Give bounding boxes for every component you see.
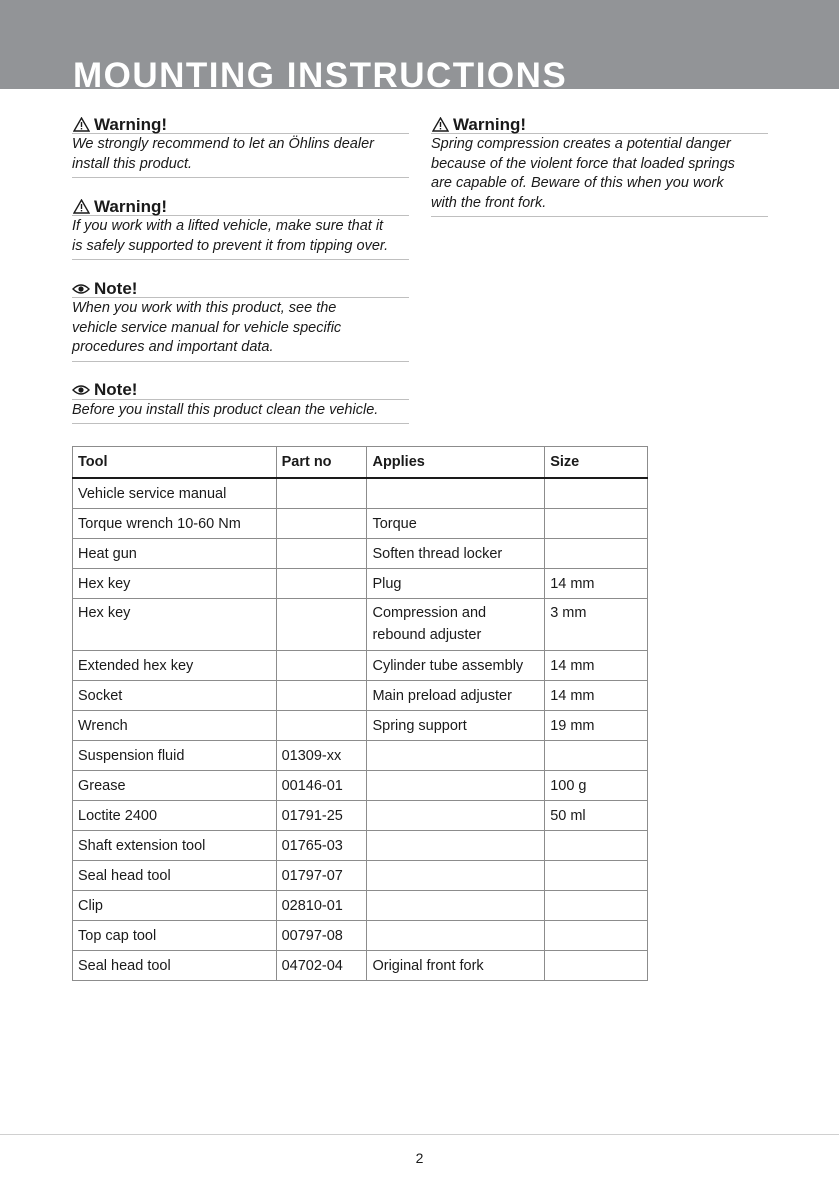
column-header-size: Size xyxy=(545,447,648,479)
cell-applies xyxy=(367,891,545,921)
cell-applies: Cylinder tube assembly xyxy=(367,651,545,681)
cell-part-no xyxy=(276,509,367,539)
cell-tool: Loctite 2400 xyxy=(73,801,277,831)
cell-tool: Hex key xyxy=(73,599,277,651)
eye-icon xyxy=(72,382,90,398)
cell-size xyxy=(545,539,648,569)
table-row xyxy=(73,891,648,921)
cell-size: 3 mm xyxy=(545,599,648,651)
cell-applies: Main preload adjuster xyxy=(367,681,545,711)
column-header-part-no: Part no xyxy=(276,447,367,479)
footer-divider xyxy=(0,1134,839,1135)
table-row xyxy=(73,771,648,801)
table-row xyxy=(73,801,648,831)
cell-part-no: 01791-25 xyxy=(276,801,367,831)
notice-text: When you work with this product, see the vehicle service manual for vehicle specific procedures and important data. xyxy=(72,298,409,362)
notice-note-manual xyxy=(72,280,409,362)
table-row xyxy=(73,569,648,599)
cell-tool: Suspension fluid xyxy=(73,741,277,771)
notice-warning-lifted xyxy=(72,198,409,260)
cell-applies xyxy=(367,921,545,951)
cell-size xyxy=(545,478,648,509)
cell-tool: Top cap tool xyxy=(73,921,277,951)
cell-size: 50 ml xyxy=(545,801,648,831)
cell-applies: Compression and rebound adjuster xyxy=(367,599,545,651)
warning-icon xyxy=(72,199,90,215)
notice-heading: Warning! xyxy=(453,114,527,134)
cell-part-no: 00146-01 xyxy=(276,771,367,801)
table-row xyxy=(73,741,648,771)
column-header-tool: Tool xyxy=(73,447,277,479)
warning-icon xyxy=(72,117,90,133)
cell-size: 19 mm xyxy=(545,711,648,741)
cell-applies: Torque xyxy=(367,509,545,539)
cell-part-no xyxy=(276,539,367,569)
table-row xyxy=(73,921,648,951)
table-row xyxy=(73,681,648,711)
cell-tool: Extended hex key xyxy=(73,651,277,681)
right-notices-column xyxy=(431,116,768,237)
notice-heading: Note! xyxy=(94,380,138,399)
notice-warning-spring xyxy=(431,116,768,217)
cell-tool: Torque wrench 10-60 Nm xyxy=(73,509,277,539)
table-row xyxy=(73,711,648,741)
cell-size xyxy=(545,921,648,951)
eye-icon xyxy=(72,281,90,297)
notice-heading: Warning! xyxy=(94,114,168,134)
cell-size xyxy=(545,951,648,981)
cell-part-no: 01765-03 xyxy=(276,831,367,861)
cell-tool: Clip xyxy=(73,891,277,921)
table-row xyxy=(73,539,648,569)
page-title: MOUNTING INSTRUCTIONS xyxy=(73,56,568,89)
tools-table-body xyxy=(73,478,648,981)
cell-applies: Plug xyxy=(367,569,545,599)
notice-text: Spring compression creates a potential danger because of the violent force that loaded springs are capable of. Beware of this when you work with the front fork. xyxy=(431,134,768,217)
table-row xyxy=(73,951,648,981)
table-header-row xyxy=(73,447,648,479)
table-row xyxy=(73,861,648,891)
warning-icon xyxy=(431,117,449,133)
notice-text: We strongly recommend to let an Öhlins dealer install this product. xyxy=(72,134,409,178)
cell-part-no xyxy=(276,681,367,711)
cell-part-no xyxy=(276,569,367,599)
cell-part-no: 00797-08 xyxy=(276,921,367,951)
notice-note-clean xyxy=(72,382,409,425)
cell-tool: Wrench xyxy=(73,711,277,741)
cell-size: 14 mm xyxy=(545,569,648,599)
table-row xyxy=(73,599,648,651)
cell-tool: Seal head tool xyxy=(73,951,277,981)
cell-part-no: 02810-01 xyxy=(276,891,367,921)
cell-size xyxy=(545,509,648,539)
page-number: 2 xyxy=(415,1150,424,1166)
cell-applies xyxy=(367,478,545,509)
table-row xyxy=(73,478,648,509)
cell-part-no xyxy=(276,599,367,651)
cell-size xyxy=(545,741,648,771)
cell-size xyxy=(545,831,648,861)
cell-applies xyxy=(367,801,545,831)
notice-text: If you work with a lifted vehicle, make sure that it is safely supported to prevent it from tipping over. xyxy=(72,216,409,260)
header-band xyxy=(0,0,839,89)
cell-applies xyxy=(367,831,545,861)
notice-heading: Warning! xyxy=(94,196,168,216)
notice-text: Before you install this product clean the vehicle. xyxy=(72,400,409,425)
cell-applies xyxy=(367,771,545,801)
table-row xyxy=(73,831,648,861)
cell-applies xyxy=(367,741,545,771)
cell-applies: Original front fork xyxy=(367,951,545,981)
cell-size: 14 mm xyxy=(545,651,648,681)
cell-applies: Spring support xyxy=(367,711,545,741)
cell-part-no: 04702-04 xyxy=(276,951,367,981)
cell-part-no xyxy=(276,651,367,681)
cell-tool: Hex key xyxy=(73,569,277,599)
cell-tool: Heat gun xyxy=(73,539,277,569)
cell-tool: Seal head tool xyxy=(73,861,277,891)
table-row xyxy=(73,509,648,539)
cell-part-no: 01309-xx xyxy=(276,741,367,771)
cell-tool: Grease xyxy=(73,771,277,801)
cell-size xyxy=(545,861,648,891)
table-row xyxy=(73,651,648,681)
tools-table xyxy=(72,446,648,981)
cell-applies xyxy=(367,861,545,891)
cell-size: 100 g xyxy=(545,771,648,801)
cell-size: 14 mm xyxy=(545,681,648,711)
notice-warning-dealer xyxy=(72,116,409,178)
cell-part-no: 01797-07 xyxy=(276,861,367,891)
cell-tool: Socket xyxy=(73,681,277,711)
cell-size xyxy=(545,891,648,921)
cell-tool: Vehicle service manual xyxy=(73,478,277,509)
cell-part-no xyxy=(276,711,367,741)
notice-heading: Note! xyxy=(94,278,138,298)
cell-tool: Shaft extension tool xyxy=(73,831,277,861)
column-header-applies: Applies xyxy=(367,447,545,479)
cell-applies: Soften thread locker xyxy=(367,539,545,569)
left-notices-column xyxy=(72,116,409,444)
cell-part-no xyxy=(276,478,367,509)
